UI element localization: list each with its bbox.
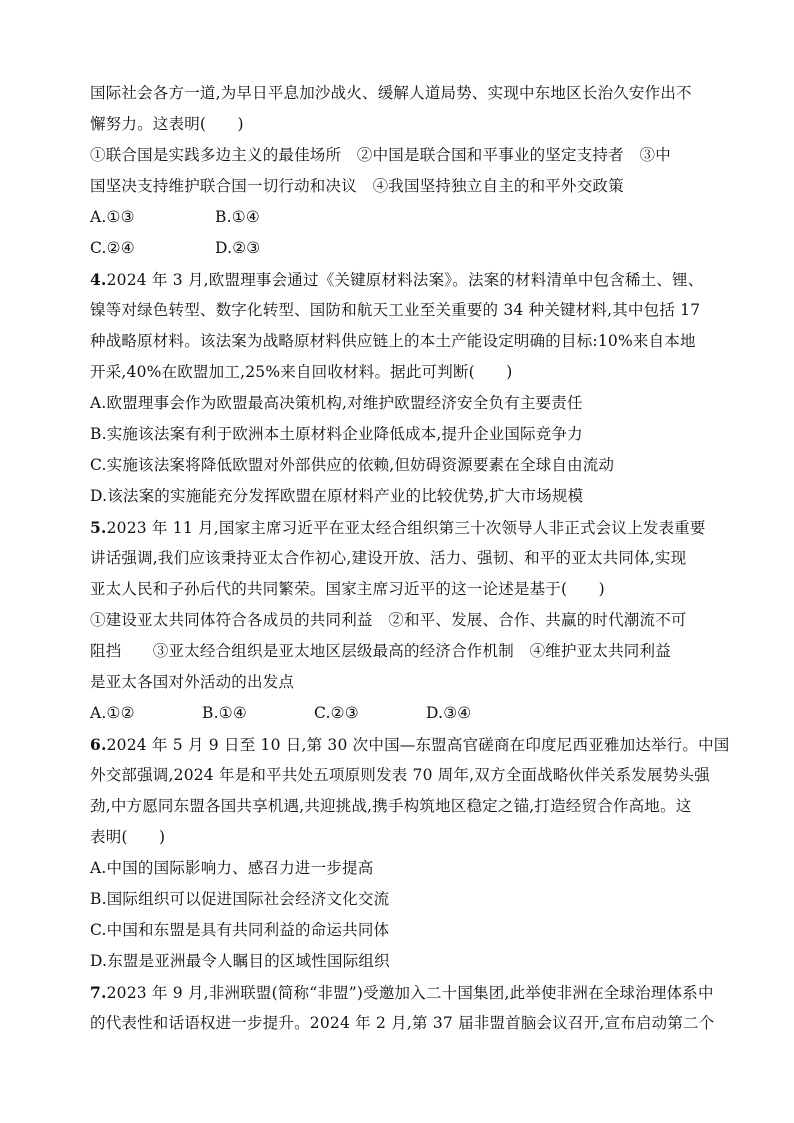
q6-line: 劲,中方愿同东盟各国共享机遇,共迎挑战,携手构筑地区稳定之锚,打造经贸合作高地。这 <box>90 797 692 815</box>
q5-option-c: C.②③ <box>314 704 359 722</box>
q5-first-line <box>90 512 720 543</box>
q6-stem-start: 2024 年 5 月 9 日至 10 日,第 30 次中国—东盟高官磋商在印度尼西亚雅加达举行。中国 <box>106 736 730 754</box>
q5-line: 是亚太各国对外活动的出发点 <box>90 673 295 691</box>
q3-line: 国坚决支持维护联合国一切行动和决议 ④我国坚持独立自主的和平外交政策 <box>90 177 624 195</box>
q3-line: ①联合国是实践多边主义的最佳场所 ②中国是联合国和平事业的坚定支持者 ③中 <box>90 146 671 164</box>
q4-line: 镍等对绿色转型、数字化转型、国防和航天工业至关重要的 34 种关键材料,其中包括 17 <box>90 301 701 319</box>
q6-first-line <box>90 729 730 760</box>
question-5 <box>90 512 720 729</box>
q6-number: 6. <box>90 735 107 754</box>
q3-options-row-2 <box>90 233 720 264</box>
q5-line: 亚太人民和子孙后代的共同繁荣。国家主席习近平的这一论述是基于( ) <box>90 580 605 598</box>
q7-line: 的代表性和话语权进一步提升。2024 年 2 月,第 37 届非盟首脑会议召开,宣布启动第二个 <box>90 1014 715 1032</box>
q4-first-line <box>90 264 720 295</box>
q7-stem-start: 2023 年 9 月,非洲联盟(简称“非盟”)受邀加入二十国集团,此举使非洲在全球治理体系中 <box>106 984 714 1002</box>
q6-option-c: C.中国和东盟是具有共同利益的命运共同体 <box>90 921 390 939</box>
q4-option-b: B.实施该法案有利于欧洲本土原材料企业降低成本,提升企业国际竞争力 <box>90 425 583 443</box>
q6-option-a: A.中国的国际影响力、感召力进一步提高 <box>90 859 374 877</box>
question-7 <box>90 977 720 1039</box>
q6-option-b: B.国际组织可以促进国际社会经济文化交流 <box>90 890 390 908</box>
q3-line: 国际社会各方一道,为早日平息加沙战火、缓解人道局势、实现中东地区长治久安作出不 <box>90 84 692 102</box>
q3-option-a: A.①③ <box>90 208 135 226</box>
q3-options-row-1 <box>90 202 720 233</box>
q4-number: 4. <box>90 270 107 289</box>
q5-line: ①建设亚太共同体符合各成员的共同利益 ②和平、发展、合作、共赢的时代潮流不可 <box>90 611 687 629</box>
question-4 <box>90 264 720 512</box>
q6-line: 表明( ) <box>90 828 166 846</box>
q5-line: 阻挡 ③亚太经合组织是亚太地区层级最高的经济合作机制 ④维护亚太共同利益 <box>90 642 671 660</box>
q3-option-d: D.②③ <box>215 239 261 257</box>
q3-option-b: B.①④ <box>215 208 260 226</box>
q5-number: 5. <box>90 518 107 537</box>
q3-option-c: C.②④ <box>90 239 135 257</box>
q4-line: 开采,40%在欧盟加工,25%来自回收材料。据此可判断( ) <box>90 363 513 381</box>
document-page <box>90 78 730 1039</box>
q3-line: 懈努力。这表明( ) <box>90 115 244 133</box>
q5-stem-start: 2023 年 11 月,国家主席习近平在亚太经合组织第三十次领导人非正式会议上发表重要 <box>106 519 706 537</box>
question-3 <box>90 78 720 264</box>
q4-line: 种战略原材料。该法案为战略原材料供应链上的本土产能设定明确的目标:10%来自本地 <box>90 332 696 350</box>
q5-option-a: A.①② <box>90 704 135 722</box>
q4-option-a: A.欧盟理事会作为欧盟最高决策机构,对维护欧盟经济安全负有主要责任 <box>90 394 583 412</box>
q4-option-d: D.该法案的实施能充分发挥欧盟在原材料产业的比较优势,扩大市场规模 <box>90 487 584 505</box>
q6-option-d: D.东盟是亚洲最令人瞩目的区域性国际组织 <box>90 952 390 970</box>
q5-options-row <box>90 698 720 729</box>
q4-option-c: C.实施该法案将降低欧盟对外部供应的依赖,但妨碍资源要素在全球自由流动 <box>90 456 615 474</box>
q4-stem-start: 2024 年 3 月,欧盟理事会通过《关键原材料法案》。法案的材料清单中包含稀土、锂、 <box>106 271 704 289</box>
q7-first-line <box>90 977 720 1008</box>
q5-option-b: B.①④ <box>202 704 247 722</box>
q5-line: 讲话强调,我们应该秉持亚太合作初心,建设开放、活力、强韧、和平的亚太共同体,实现 <box>90 549 687 567</box>
question-6 <box>90 729 730 977</box>
q5-option-d: D.③④ <box>426 704 472 722</box>
q6-line: 外交部强调,2024 年是和平共处五项原则发表 70 周年,双方全面战略伙伴关系发展势头强 <box>90 766 710 784</box>
q7-number: 7. <box>90 983 107 1002</box>
